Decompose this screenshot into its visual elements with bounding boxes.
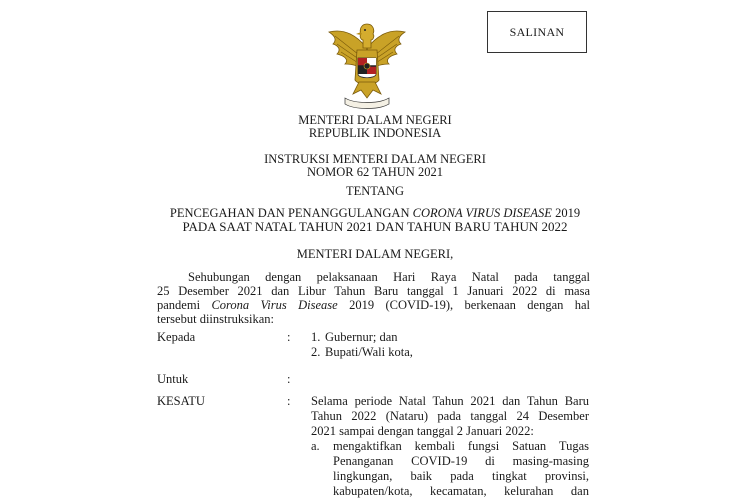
kesatu-colon: : [287,394,291,408]
about-heading: TENTANG [345,184,404,198]
kepada-item-2-text: Bupati/Wali kota, [325,345,413,359]
kepada-item-2-number: 2. [311,345,321,359]
preamble-line-3-b: 2019 (COVID-19), berkenaan dengan hal [349,298,591,312]
kesatu-label: KESATU [157,394,205,408]
kepada-item-1-number: 1. [311,330,321,344]
preamble-line-2: 25 Desember 2021 dan Libur Tahun Baru tanggal 1 Januari 2022 di masa [157,284,590,298]
kesatu-item-a-line-4: kabupaten/kota, kecamatan, kelurahan dan [333,484,589,498]
subject-line-2: PADA SAAT NATAL TAHUN 2021 DAN TAHUN BARU TAHUN 2022 [182,219,568,234]
kesatu-item-a-marker: a. [311,439,320,453]
header-line-1: MENTERI DALAM NEGERI [298,113,452,127]
kepada-label: Kepada [157,330,196,344]
kesatu-item-a-line-2: Penanganan COVID-19 di masing-masing [333,454,589,468]
kepada-colon: : [287,330,291,344]
untuk-label: Untuk [157,372,189,386]
kesatu-intro-line-2: Tahun 2022 (Nataru) pada tanggal 24 Desember [311,409,589,423]
garuda-emblem-icon [323,18,411,110]
preamble-line-3-italic: Corona Virus Disease [211,298,338,312]
salinan-stamp [487,11,587,53]
kesatu-intro-line-1: Selama periode Natal Tahun 2021 dan Tahun Baru [311,394,589,408]
kesatu-item-a-line-1: mengaktifkan kembali fungsi Satuan Tugas [333,439,589,453]
issuer-line: MENTERI DALAM NEGERI, [296,247,454,261]
subject-part-2: 2019 [555,206,581,220]
instruction-number: NOMOR 62 TAHUN 2021 [307,165,443,179]
kepada-item-1-text: Gubernur; dan [325,330,398,344]
subject-line-1 [0,206,750,220]
preamble-line-4: tersebut diinstruksikan: [157,312,274,326]
untuk-colon: : [287,372,291,386]
header-line-2: REPUBLIK INDONESIA [308,126,442,140]
preamble-line-3-a: pandemi [157,298,201,312]
kesatu-item-a-line-3: lingkungan, baik pada tingkat provinsi, [333,469,589,483]
subject-italic: CORONA VIRUS DISEASE [412,206,552,220]
kesatu-intro-line-3: 2021 sampai dengan tanggal 2 Januari 2022: [311,424,534,438]
subject-part-1: PENCEGAHAN DAN PENANGGULANGAN [169,206,410,220]
salinan-label: SALINAN [509,24,565,39]
instruction-title: INSTRUKSI MENTERI DALAM NEGERI [264,152,486,166]
preamble-line-1: Sehubungan dengan pelaksanaan Hari Raya Natal pada tanggal [188,270,590,284]
